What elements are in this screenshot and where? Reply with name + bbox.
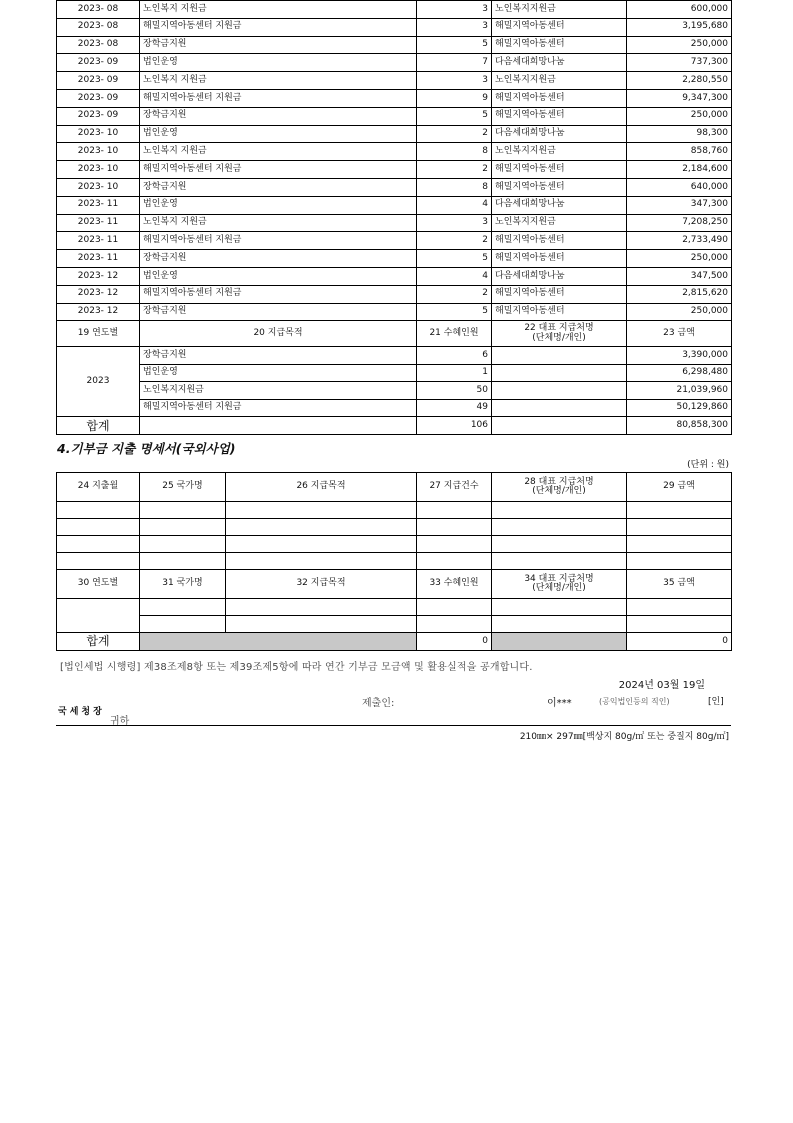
table-cell: 노인복지지원금 bbox=[492, 143, 627, 161]
table-cell: 법인운영 bbox=[140, 196, 417, 214]
table-row bbox=[57, 1, 732, 19]
table-cell: 해밀지역아동센터 bbox=[492, 18, 627, 36]
table-cell: 해밀지역아동센터 지원금 bbox=[140, 18, 417, 36]
table-cell: 해밀지역아동센터 지원금 bbox=[140, 89, 417, 107]
header-cell: 24 지출월 bbox=[57, 473, 140, 502]
table-cell: 법인운영 bbox=[140, 125, 417, 143]
table-cell: 2,733,490 bbox=[627, 232, 732, 250]
table-cell: 장학금지원 bbox=[140, 178, 417, 196]
table-cell: 2023- 10 bbox=[57, 178, 140, 196]
header-cell: 32 지급목적 bbox=[226, 570, 417, 599]
table-cell: 2023- 09 bbox=[57, 89, 140, 107]
table-cell: 장학금지원 bbox=[140, 107, 417, 125]
table-cell: 3,390,000 bbox=[627, 347, 732, 365]
table-cell: 노인복지 지원금 bbox=[140, 214, 417, 232]
recipient: 국세청장 bbox=[58, 707, 105, 717]
table-row bbox=[57, 553, 732, 570]
table-cell: 2023- 12 bbox=[57, 303, 140, 321]
table-cell: 2023- 10 bbox=[57, 125, 140, 143]
table-cell bbox=[492, 399, 627, 417]
table-row bbox=[57, 536, 732, 553]
table-cell: 노인복지지원금 bbox=[492, 72, 627, 90]
table-row bbox=[57, 143, 732, 161]
table-cell: 해밀지역아동센터 bbox=[492, 36, 627, 54]
header-cell: 30 연도별 bbox=[57, 570, 140, 599]
honorific: 귀하 bbox=[110, 716, 130, 727]
table-row bbox=[57, 161, 732, 179]
table-row bbox=[57, 382, 732, 400]
section-4-title: 4.기부금 지출 명세서(국외사업) bbox=[57, 441, 236, 456]
header-cell: 35 금액 bbox=[627, 570, 732, 599]
table-cell: 노인복지지원금 bbox=[140, 382, 417, 400]
table-cell: 2023- 11 bbox=[57, 250, 140, 268]
overseas-annual-header-row bbox=[57, 570, 732, 599]
table-cell: 2023- 11 bbox=[57, 232, 140, 250]
header-cell: 31 국가명 bbox=[140, 570, 226, 599]
table-cell: 2 bbox=[417, 161, 492, 179]
table-row bbox=[57, 232, 732, 250]
table-row bbox=[57, 267, 732, 285]
table-cell: 858,760 bbox=[627, 143, 732, 161]
table-cell: 21,039,960 bbox=[627, 382, 732, 400]
table-cell: 2023- 09 bbox=[57, 54, 140, 72]
total-blank bbox=[140, 417, 417, 435]
table-cell: 2 bbox=[417, 125, 492, 143]
table-cell: 다음세대희망나눔 bbox=[492, 196, 627, 214]
table-cell: 노인복지 지원금 bbox=[140, 72, 417, 90]
table-row bbox=[57, 214, 732, 232]
total-count: 0 bbox=[417, 633, 492, 651]
header-cell: 29 금액 bbox=[627, 473, 732, 502]
table-cell: 347,300 bbox=[627, 196, 732, 214]
table-cell: 50 bbox=[417, 382, 492, 400]
table-cell: 3 bbox=[417, 72, 492, 90]
table-cell: 7,208,250 bbox=[627, 214, 732, 232]
table-row bbox=[57, 18, 732, 36]
table-cell: 장학금지원 bbox=[140, 36, 417, 54]
submission-date: 2024년 03월 19일 bbox=[618, 680, 705, 691]
header-cell: 33 수혜인원 bbox=[417, 570, 492, 599]
table-cell: 3 bbox=[417, 18, 492, 36]
table-row bbox=[57, 364, 732, 382]
submitter-role: (공익법인등의 직인) bbox=[599, 697, 670, 706]
total-blank bbox=[492, 417, 627, 435]
table-cell: 2023- 11 bbox=[57, 196, 140, 214]
paper-spec: 210㎜× 297㎜[백상지 80g/㎡ 또는 중질지 80g/㎡] bbox=[519, 732, 729, 742]
header-cell: 20 지급목적 bbox=[140, 321, 417, 347]
overseas-total-row bbox=[57, 633, 732, 651]
total-blank bbox=[492, 633, 627, 651]
total-label: 합계 bbox=[57, 417, 140, 435]
table-cell: 노인복지 지원금 bbox=[140, 1, 417, 19]
overseas-header-row bbox=[57, 473, 732, 502]
table-row bbox=[57, 347, 732, 365]
table-cell: 해밀지역아동센터 지원금 bbox=[140, 399, 417, 417]
table-cell: 3,195,680 bbox=[627, 18, 732, 36]
table-cell: 법인운영 bbox=[140, 364, 417, 382]
table-cell: 노인복지지원금 bbox=[492, 214, 627, 232]
table-cell: 2023- 11 bbox=[57, 214, 140, 232]
table-cell: 3 bbox=[417, 1, 492, 19]
table-cell: 2 bbox=[417, 285, 492, 303]
table-row bbox=[57, 285, 732, 303]
table-row bbox=[57, 399, 732, 417]
table-cell: 해밀지역아동센터 bbox=[492, 232, 627, 250]
table-row bbox=[57, 36, 732, 54]
table-row bbox=[57, 599, 732, 616]
table-cell: 49 bbox=[417, 399, 492, 417]
total-count: 106 bbox=[417, 417, 492, 435]
table-cell: 2023- 08 bbox=[57, 36, 140, 54]
table-cell: 347,500 bbox=[627, 267, 732, 285]
table-row bbox=[57, 125, 732, 143]
legal-notice: [법인세법 시행령] 제38조제8항 또는 제39조제5항에 따라 연간 기부금 모금액 및 활용실적을 공개합니다. bbox=[60, 662, 533, 673]
table-cell: 3 bbox=[417, 214, 492, 232]
table-cell: 2,280,550 bbox=[627, 72, 732, 90]
table-cell: 해밀지역아동센터 bbox=[492, 178, 627, 196]
table-cell: 2023- 10 bbox=[57, 143, 140, 161]
submitter-name: 이*** bbox=[547, 698, 572, 709]
table-cell: 2,815,620 bbox=[627, 285, 732, 303]
table-cell: 6 bbox=[417, 347, 492, 365]
table-cell: 해밀지역아동센터 bbox=[492, 250, 627, 268]
header-cell: 22 대표 지급처명 (단체명/개인) bbox=[492, 321, 627, 347]
table-cell: 7 bbox=[417, 54, 492, 72]
table-cell: 다음세대희망나눔 bbox=[492, 125, 627, 143]
table-cell: 2023- 08 bbox=[57, 1, 140, 19]
table-cell: 2,184,600 bbox=[627, 161, 732, 179]
table-cell: 법인운영 bbox=[140, 54, 417, 72]
total-label: 합계 bbox=[57, 633, 140, 651]
table-cell: 5 bbox=[417, 303, 492, 321]
total-amount: 0 bbox=[627, 633, 732, 651]
table-row bbox=[57, 250, 732, 268]
table-cell: 1 bbox=[417, 364, 492, 382]
table-cell: 장학금지원 bbox=[140, 347, 417, 365]
table-row bbox=[57, 54, 732, 72]
header-cell: 25 국가명 bbox=[140, 473, 226, 502]
table-row bbox=[57, 72, 732, 90]
table-row bbox=[57, 616, 732, 633]
table-cell: 8 bbox=[417, 178, 492, 196]
table-cell: 250,000 bbox=[627, 250, 732, 268]
table-cell: 해밀지역아동센터 bbox=[492, 303, 627, 321]
table-cell: 노인복지 지원금 bbox=[140, 143, 417, 161]
table-cell bbox=[492, 382, 627, 400]
header-cell: 26 지급목적 bbox=[226, 473, 417, 502]
table-cell: 2023- 09 bbox=[57, 107, 140, 125]
table-cell: 해밀지역아동센터 bbox=[492, 89, 627, 107]
total-row bbox=[57, 417, 732, 435]
table-cell: 2023- 10 bbox=[57, 161, 140, 179]
table-cell: 해밀지역아동센터 bbox=[492, 107, 627, 125]
overseas-expense-table bbox=[56, 472, 732, 651]
table-cell: 600,000 bbox=[627, 1, 732, 19]
table-cell: 98,300 bbox=[627, 125, 732, 143]
table-cell: 해밀지역아동센터 bbox=[492, 161, 627, 179]
header-cell: 21 수혜인원 bbox=[417, 321, 492, 347]
table-cell: 2023- 12 bbox=[57, 285, 140, 303]
seal-mark: [인] bbox=[708, 697, 724, 707]
table-cell: 9,347,300 bbox=[627, 89, 732, 107]
unit-label: (단위 : 원) bbox=[687, 460, 729, 470]
header-cell: 34 대표 지급처명 (단체명/개인) bbox=[492, 570, 627, 599]
table-cell: 9 bbox=[417, 89, 492, 107]
total-blank bbox=[140, 633, 417, 651]
table-cell: 5 bbox=[417, 250, 492, 268]
domestic-expense-table bbox=[56, 0, 732, 435]
table-cell: 2023- 12 bbox=[57, 267, 140, 285]
table-row bbox=[57, 178, 732, 196]
header-cell: 28 대표 지급처명 (단체명/개인) bbox=[492, 473, 627, 502]
annual-header-row bbox=[57, 321, 732, 347]
table-cell: 50,129,860 bbox=[627, 399, 732, 417]
table-row bbox=[57, 519, 732, 536]
table-cell: 250,000 bbox=[627, 36, 732, 54]
header-cell: 19 연도별 bbox=[57, 321, 140, 347]
table-cell: 법인운영 bbox=[140, 267, 417, 285]
table-cell: 2023- 08 bbox=[57, 18, 140, 36]
table-cell: 640,000 bbox=[627, 178, 732, 196]
table-cell bbox=[492, 347, 627, 365]
table-cell: 8 bbox=[417, 143, 492, 161]
table-cell: 737,300 bbox=[627, 54, 732, 72]
table-cell: 5 bbox=[417, 36, 492, 54]
table-cell: 해밀지역아동센터 bbox=[492, 285, 627, 303]
table-cell: 4 bbox=[417, 196, 492, 214]
table-cell: 2 bbox=[417, 232, 492, 250]
table-cell: 2023- 09 bbox=[57, 72, 140, 90]
table-cell: 노인복지지원금 bbox=[492, 1, 627, 19]
table-cell: 4 bbox=[417, 267, 492, 285]
table-row bbox=[57, 502, 732, 519]
table-cell: 해밀지역아동센터 지원금 bbox=[140, 161, 417, 179]
table-cell bbox=[492, 364, 627, 382]
table-row bbox=[57, 196, 732, 214]
header-cell: 27 지급건수 bbox=[417, 473, 492, 502]
year-cell: 2023 bbox=[57, 347, 140, 417]
table-cell: 250,000 bbox=[627, 107, 732, 125]
table-cell: 6,298,480 bbox=[627, 364, 732, 382]
divider bbox=[56, 725, 731, 726]
table-cell: 5 bbox=[417, 107, 492, 125]
table-cell: 해밀지역아동센터 지원금 bbox=[140, 285, 417, 303]
table-cell: 다음세대희망나눔 bbox=[492, 54, 627, 72]
header-cell: 23 금액 bbox=[627, 321, 732, 347]
table-cell: 해밀지역아동센터 지원금 bbox=[140, 232, 417, 250]
table-cell: 장학금지원 bbox=[140, 303, 417, 321]
total-amount: 80,858,300 bbox=[627, 417, 732, 435]
table-cell: 250,000 bbox=[627, 303, 732, 321]
table-row bbox=[57, 107, 732, 125]
table-row bbox=[57, 303, 732, 321]
table-cell: 다음세대희망나눔 bbox=[492, 267, 627, 285]
table-row bbox=[57, 89, 732, 107]
table-cell: 장학금지원 bbox=[140, 250, 417, 268]
submitter-label: 제출인: bbox=[362, 698, 395, 709]
